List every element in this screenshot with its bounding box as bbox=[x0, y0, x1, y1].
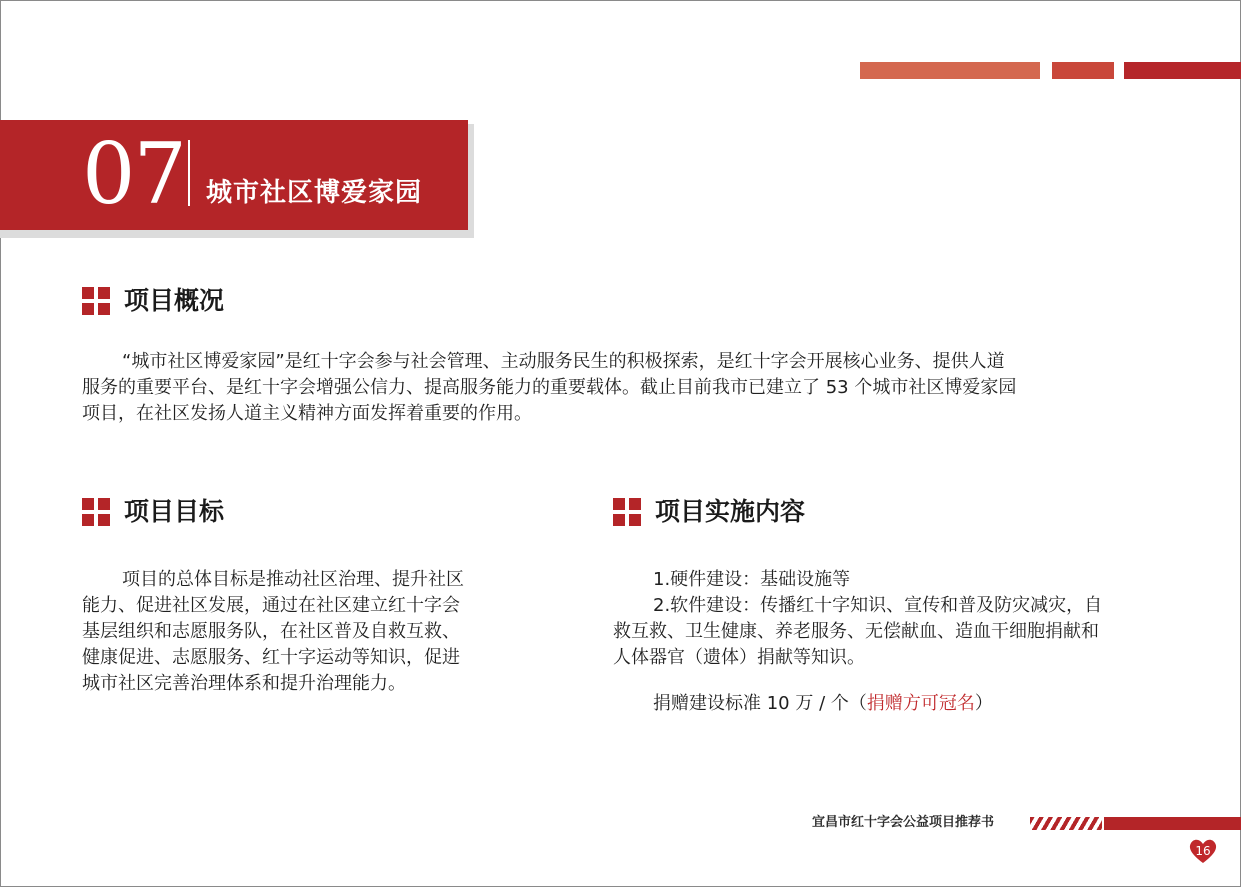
section-title: 项目实施内容 bbox=[655, 497, 806, 526]
text-line: 城市社区完善治理体系和提升治理能力。 bbox=[82, 673, 406, 694]
text-line: 2.软件建设：传播红十字知识、宣传和普及防灾减灾，自 bbox=[653, 595, 1103, 616]
text-line: 项目的总体目标是推动社区治理、提升社区 bbox=[122, 569, 464, 590]
text-line: 服务的重要平台、是红十字会增强公信力、提高服务能力的重要载体。截止目前我市已建立了 53 个城市社区博爱家园 bbox=[82, 377, 1017, 398]
grid-squares-icon bbox=[613, 498, 641, 526]
content-text bbox=[613, 567, 1203, 717]
chapter-number: 07 bbox=[82, 125, 185, 223]
grid-squares-icon bbox=[82, 498, 110, 526]
footer-bar bbox=[1104, 817, 1241, 830]
text-line: 项目，在社区发扬人道主义精神方面发挥着重要的作用。 bbox=[82, 403, 532, 424]
text-line: 1.硬件建设：基础设施等 bbox=[653, 569, 851, 590]
decorative-bar bbox=[1052, 62, 1114, 79]
donation-standard: 捐赠建设标准 10 万 / 个（捐赠方可冠名） bbox=[653, 693, 993, 714]
chapter-banner bbox=[0, 120, 468, 230]
text-line: “城市社区博爱家园”是红十字会参与社会管理、主动服务民生的积极探索，是红十字会开展核心业务、提供人道 bbox=[122, 351, 1005, 372]
footer-stripes bbox=[1030, 817, 1102, 830]
text-line: 救互救、卫生健康、养老服务、无偿献血、造血干细胞捐献和 bbox=[613, 621, 1099, 642]
text-line: 人体器官（遗体）捐献等知识。 bbox=[613, 647, 865, 668]
decorative-bar bbox=[860, 62, 1040, 79]
section-heading-content bbox=[613, 495, 805, 529]
naming-rights-note: 捐赠方可冠名 bbox=[866, 693, 975, 714]
text-line: 基层组织和志愿服务队，在社区普及自救互救、 bbox=[82, 621, 460, 642]
text-line: 能力、促进社区发展，通过在社区建立红十字会 bbox=[82, 595, 460, 616]
section-heading-overview bbox=[82, 284, 224, 318]
decorative-bar bbox=[1124, 62, 1241, 79]
chapter-title: 城市社区博爱家园 bbox=[206, 178, 423, 208]
section-title: 项目目标 bbox=[124, 497, 225, 526]
footer-publication-title: 宜昌市红十字会公益项目推荐书 bbox=[812, 815, 995, 830]
banner-divider bbox=[188, 140, 190, 206]
section-title: 项目概况 bbox=[124, 286, 225, 315]
section-heading-goals bbox=[82, 495, 224, 529]
page-number: 16 bbox=[1195, 844, 1211, 858]
goals-text bbox=[82, 567, 542, 697]
overview-text bbox=[82, 349, 1182, 427]
text-line: 健康促进、志愿服务、红十字运动等知识，促进 bbox=[82, 647, 460, 668]
grid-squares-icon bbox=[82, 287, 110, 315]
